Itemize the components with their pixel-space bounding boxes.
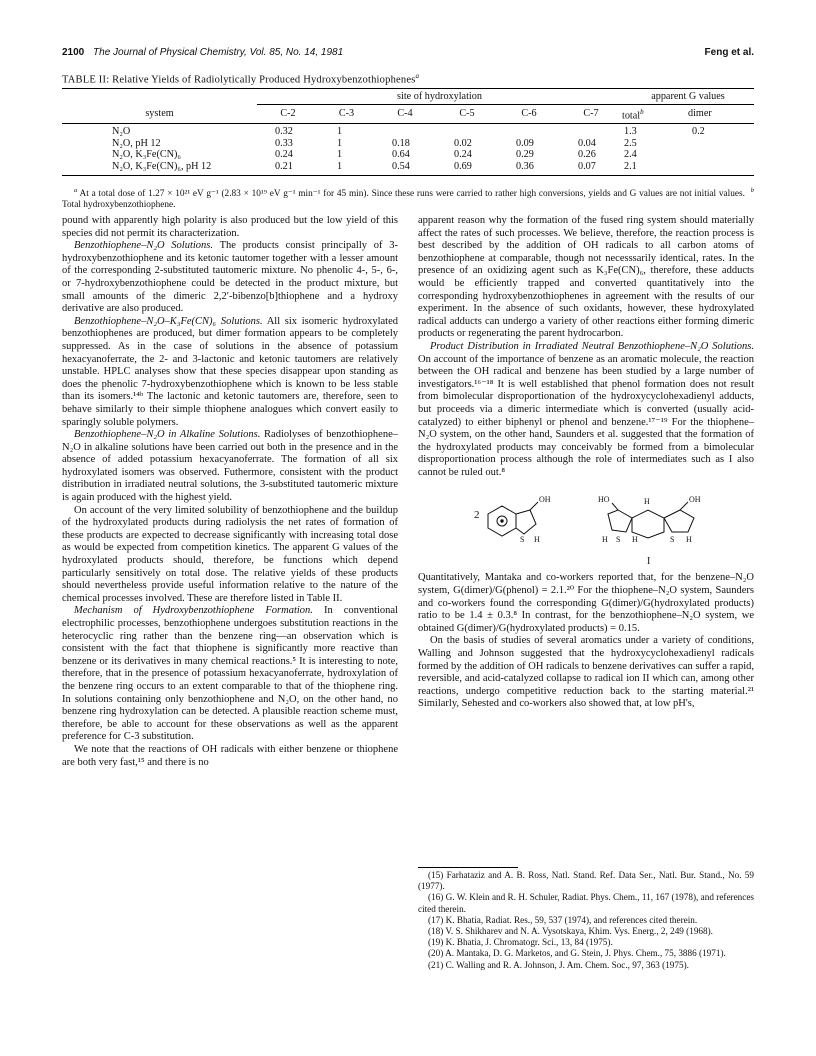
cell-c2: 0.24 xyxy=(275,149,293,161)
cell-c7: 0.07 xyxy=(560,161,622,176)
table-row xyxy=(62,161,754,176)
cell-c4: 0.54 xyxy=(374,161,436,176)
running-header xyxy=(62,47,754,61)
h-label: H xyxy=(534,535,540,545)
cell-c3: 1 xyxy=(337,137,343,149)
col-c4: C-4 xyxy=(374,104,436,124)
paragraph: On the basis of studies of several aromatics under a variety of conditions, Walling and Johnson suggested that the hydroxycyclohexadienyl radicals formed by the addition of OH radicals to benzene derivatives can suffer a rapid, reversible, and acid-catalyzed collapse to radical ion II which can, among other reactions, undergo competitive reduction back to the starting material.²¹ Similarly, Sehested and co-workers also showed that, at low pH's, xyxy=(418,635,754,710)
paragraph: Mechanism of Hydroxybenzothiophene Formation. In conventional electrophilic processes, benzothiophene undergoes substitution reactions in the heterocyclic ring rather than the benzene ring—an observation which is consistent with the fact that thiophene is significantly more reactive than benzene or its derivatives in many chemical reactions.⁵ It is interesting to note, therefore, that in the presence of potassium hexacyanoferrate, hydroxylation of the benzene ring occurs to an extent comparable to that of the thiophene ring. In solutions containing only benzothiophene and N₂O, on the other hand, no benzene ring hydroxylation can be detected. A plausible reaction scheme must, therefore, be able to account for these observations as well as the apparent preference for C-3 substitution. xyxy=(62,605,398,743)
cell-c7 xyxy=(560,124,622,138)
ho-label: HO xyxy=(598,495,610,505)
paragraph: pound with apparently high polarity is also produced but the low yield of this species did not permit its characterization. xyxy=(62,215,398,239)
paragraph: We note that the reactions of OH radicals with either benzene or thiophene are both very fast,¹⁵ and there is no xyxy=(62,743,398,768)
paragraph: Benzothiophene–N₂O in Alkaline Solutions. Radiolyses of benzothiophene–N₂O in alkaline solutions have been carried out both in the presence and in the absence of added potassium hexacyanoferrate. The formation of all six hydroxylated isomers was observed. Futhermore, consistent with the product distribution in irradiated neutral solutions, the 3-substituted tautomeric mixture is again produced with the highest yield. xyxy=(62,429,398,504)
references xyxy=(418,867,754,971)
s-label: S xyxy=(670,535,675,545)
cell-c2: 0.32 xyxy=(275,126,293,138)
reference-item: (15) Farhataziz and A. B. Ross, Natl. Stand. Ref. Data Ser., Natl. Bur. Stand., No. 59 (1977). xyxy=(418,870,754,892)
oh-label: OH xyxy=(539,495,551,505)
col-system: system xyxy=(62,104,257,124)
cell-total: 2.5 xyxy=(624,137,637,149)
cell-c5: 0.24 xyxy=(454,149,472,161)
cell-dimer: 0.2 xyxy=(692,126,705,138)
chemical-structure-diagram xyxy=(418,484,754,569)
section-heading: Benzothiophene–N₂O in Alkaline Solutions. xyxy=(74,429,261,441)
table-title xyxy=(62,72,754,86)
cell-c2: 0.21 xyxy=(257,161,319,176)
cell-system: N₂O, K₃Fe(CN)₆ xyxy=(112,149,181,161)
cell-total: 2.1 xyxy=(622,161,684,176)
reference-item: (17) K. Bhatia, Radiat. Res., 59, 537 (1974), and references cited therein. xyxy=(428,914,698,925)
cell-system: N₂O, pH 12 xyxy=(112,137,161,149)
table-row xyxy=(62,124,754,138)
dimer-intermediate-structure xyxy=(598,495,701,544)
group-header-site: site of hydroxylation xyxy=(257,89,622,104)
yields-table xyxy=(62,88,754,176)
section-heading: Benzothiophene–N₂O–K₃Fe(CN)₆ Solutions. xyxy=(74,315,263,327)
cell-c6: 0.36 xyxy=(498,161,560,176)
cell-c5: 0.69 xyxy=(436,161,498,176)
cell-dimer xyxy=(684,138,754,150)
cell-c6: 0.29 xyxy=(516,149,534,161)
cell-total: 1.3 xyxy=(624,126,637,138)
coefficient-label: 2 xyxy=(474,509,480,522)
col-c2: C-2 xyxy=(257,104,319,124)
cell-c6 xyxy=(498,124,560,138)
group-header-g: apparent G values xyxy=(622,89,754,104)
cell-total: 2.4 xyxy=(624,149,637,161)
h-label: H xyxy=(644,497,650,507)
col-total: total$^b$ xyxy=(622,104,684,124)
section-heading: Benzothiophene–N₂O Solutions. xyxy=(74,240,214,252)
radical-adduct-structure xyxy=(488,495,551,544)
left-column xyxy=(62,215,398,769)
footnote-a: At a total dose of 1.27 × 10²¹ eV g⁻¹ (2.83 × 10¹⁹ eV g⁻¹ min⁻¹ for 45 min). Since these runs were carried to rather high conversions, yields and G values are not initial values. xyxy=(79,189,745,200)
cell-c4 xyxy=(374,124,436,138)
reference-item: (19) K. Bhatia, J. Chromatogr. Sci., 13, 84 (1975). xyxy=(428,937,613,948)
paragraph: Product Distribution in Irradiated Neutral Benzothiophene–N₂O Solutions. On account of the importance of benzene as an aromatic molecule, the reaction between the OH radical and benzene has been studied by a large number of investigators.¹⁶⁻¹⁸ It is well established that phenol formation does not result from bimolecular disproportionation of the hydroxycyclohexadienyl adducts, but proceeds via a dimeric intermediate which is converted (usually acid-catalyzed) to either biphenyl or phenol and benzene.¹⁷⁻¹⁹ For the thiophene–N₂O system, on the other hand, Saunders et al. suggested that the formation of the hydroxylated products may conceivably be formed from a bimolecular disproportionation process although the role of intermediates such as I also cannot be ruled out.⁸ xyxy=(418,340,754,478)
cell-c3: 1 xyxy=(319,161,374,176)
table-row xyxy=(62,138,754,150)
cell-c7: 0.04 xyxy=(578,137,596,149)
cell-c5 xyxy=(436,124,498,138)
h-label: H xyxy=(686,535,692,545)
reference-item: (18) V. S. Shikharev and N. A. Vysotskaya, Khim. Vys. Energ., 2, 249 (1968). xyxy=(428,926,713,937)
s-label: S xyxy=(520,535,525,545)
cell-c3: 1 xyxy=(337,126,343,138)
structure-label: I xyxy=(647,556,651,568)
structure-scheme-I xyxy=(418,484,754,569)
paragraph: apparent reason why the formation of the fused ring system should materially affect the rates of such processes. We believe, therefore, the reaction process is best described by the addition of OH radicals to all carbon atoms of benzothiophene at comparable, though not necesssarily identical, rates. In the presence of an oxidizing agent such as K₃Fe(CN)₆, therefore, these adducts would be efficiently trapped and converted quantitatively into the corresponding hydroxybenzothiophenes in agreement with the results of our experiment. In the absence of such oxidants, however, these hydroxylated radical adducts can undergo a variety of other reactions either forming dimeric products or regenerating the parent hydrocarbon. xyxy=(418,215,754,340)
col-dimer: dimer xyxy=(684,104,754,124)
cell-c4: 0.18 xyxy=(392,137,410,149)
cell-system: N₂O xyxy=(112,126,131,138)
col-c7: C-7 xyxy=(560,104,622,124)
reference-item: (21) C. Walling and R. A. Johnson, J. Am. Chem. Soc., 97, 363 (1975). xyxy=(428,959,689,970)
cell-c4: 0.64 xyxy=(392,149,410,161)
paragraph: Benzothiophene–N₂O Solutions. The products consist principally of 3-hydroxybenzothiophene and its ketonic tautomer together with a lesser amount of the corresponding 2-substituted tautomeric mixture. No phenolic 4-, 5-, 6-, or 7-hydroxybenzothiophene could be detected in the product mixture, but small amounts of the dimeric 2,2′-bibenzo[b]thiophene and a hydroxy derivative are also produced. xyxy=(62,240,398,315)
footnote-b: Total hydroxybenzothiophene. xyxy=(62,200,176,211)
reference-item: (20) A. Mantaka, D. G. Marketos, and G. Stein, J. Phys. Chem., 75, 3886 (1971). xyxy=(428,948,726,959)
table-title-footnote-mark: a xyxy=(415,72,420,80)
cell-c7: 0.26 xyxy=(578,149,596,161)
cell-c3: 1 xyxy=(337,149,343,161)
running-authors: Feng et al. xyxy=(704,47,754,58)
table-title-text: TABLE II: Relative Yields of Radiolytically Produced Hydroxybenzothiophenes xyxy=(62,74,416,86)
cell-c2: 0.33 xyxy=(275,137,293,149)
cell-system: N₂O, K₃Fe(CN)₆, pH 12 xyxy=(62,161,257,176)
cell-dimer xyxy=(684,149,754,161)
reference-item: (16) G. W. Klein and R. H. Schuler, Radiat. Phys. Chem., 11, 167 (1978), and references cited therein. xyxy=(418,892,754,914)
page-number: 2100 xyxy=(62,47,85,58)
cell-dimer xyxy=(684,161,754,176)
section-heading: Product Distribution in Irradiated Neutral Benzothiophene–N₂O Solutions. xyxy=(430,340,754,352)
table-row xyxy=(62,149,754,161)
s-label: S xyxy=(616,535,621,545)
col-c5: C-5 xyxy=(436,104,498,124)
section-heading: Mechanism of Hydroxybenzothiophene Formation. xyxy=(74,605,313,617)
paragraph: Benzothiophene–N₂O–K₃Fe(CN)₆ Solutions. All six isomeric hydroxylated benzothiophenes are produced, but dimer formation appears to be completely suppressed. As in the case of solutions in the absence of potassium hexacyanoferrate, the 2- and 3-lactonic and ketonic tautomers are relatively unstable. HPLC analyses show that these species disappear upon standing as does the phenolic 7-hydroxybenzothiophene which is known to be less stable than its isomers.¹⁴ᵇ The lactonic and ketonic tautomers are, therefore, seen to behave similarly to their simple thiophene analogues which convert easily to sparingly soluble polymers. xyxy=(62,315,398,428)
col-c3: C-3 xyxy=(319,104,374,124)
paragraph: Quantitatively, Mantaka and co-workers reported that, for the benzene–N₂O system, G(dimer)/G(phenol) = 2.1.²⁰ For the thiophene–N₂O system, Saunders and co-workers found the corresponding G(dimer)/G(hydroxylated products) ratio to be 1.4 ± 0.3.⁸ In contrast, for the benzothiophene–N₂O system, we obtained G(dimer)/G(hydroxylated products) = 0.15. xyxy=(418,572,754,634)
right-column xyxy=(418,215,754,711)
cell-c5: 0.02 xyxy=(454,137,472,149)
cell-c6: 0.09 xyxy=(516,137,534,149)
col-c6: C-6 xyxy=(498,104,560,124)
h-label: H xyxy=(632,535,638,545)
table-footnotes xyxy=(62,185,754,212)
footnote-a-mark: a xyxy=(74,187,78,194)
paragraph: On account of the very limited solubility of benzothiophene and the buildup of the hydroxylated products during radiolysis the net rates of formation of these products are expected to decrease significantly with increasing total dose as would be expected from competition kinetics. The apparent G values of the hydroxylated products should, therefore, be functions which depend particularly sensitively on total dose. The relative yields of these products should nevertheless provide useful information relative to the nature of the chemical processes involved. These are therefore listed in Table II. xyxy=(62,504,398,604)
footnote-b-mark: b xyxy=(750,187,755,194)
h-label: H xyxy=(602,535,608,545)
journal-citation: The Journal of Physical Chemistry, Vol. 85, No. 14, 1981 xyxy=(93,47,344,58)
oh-label: OH xyxy=(689,495,701,505)
